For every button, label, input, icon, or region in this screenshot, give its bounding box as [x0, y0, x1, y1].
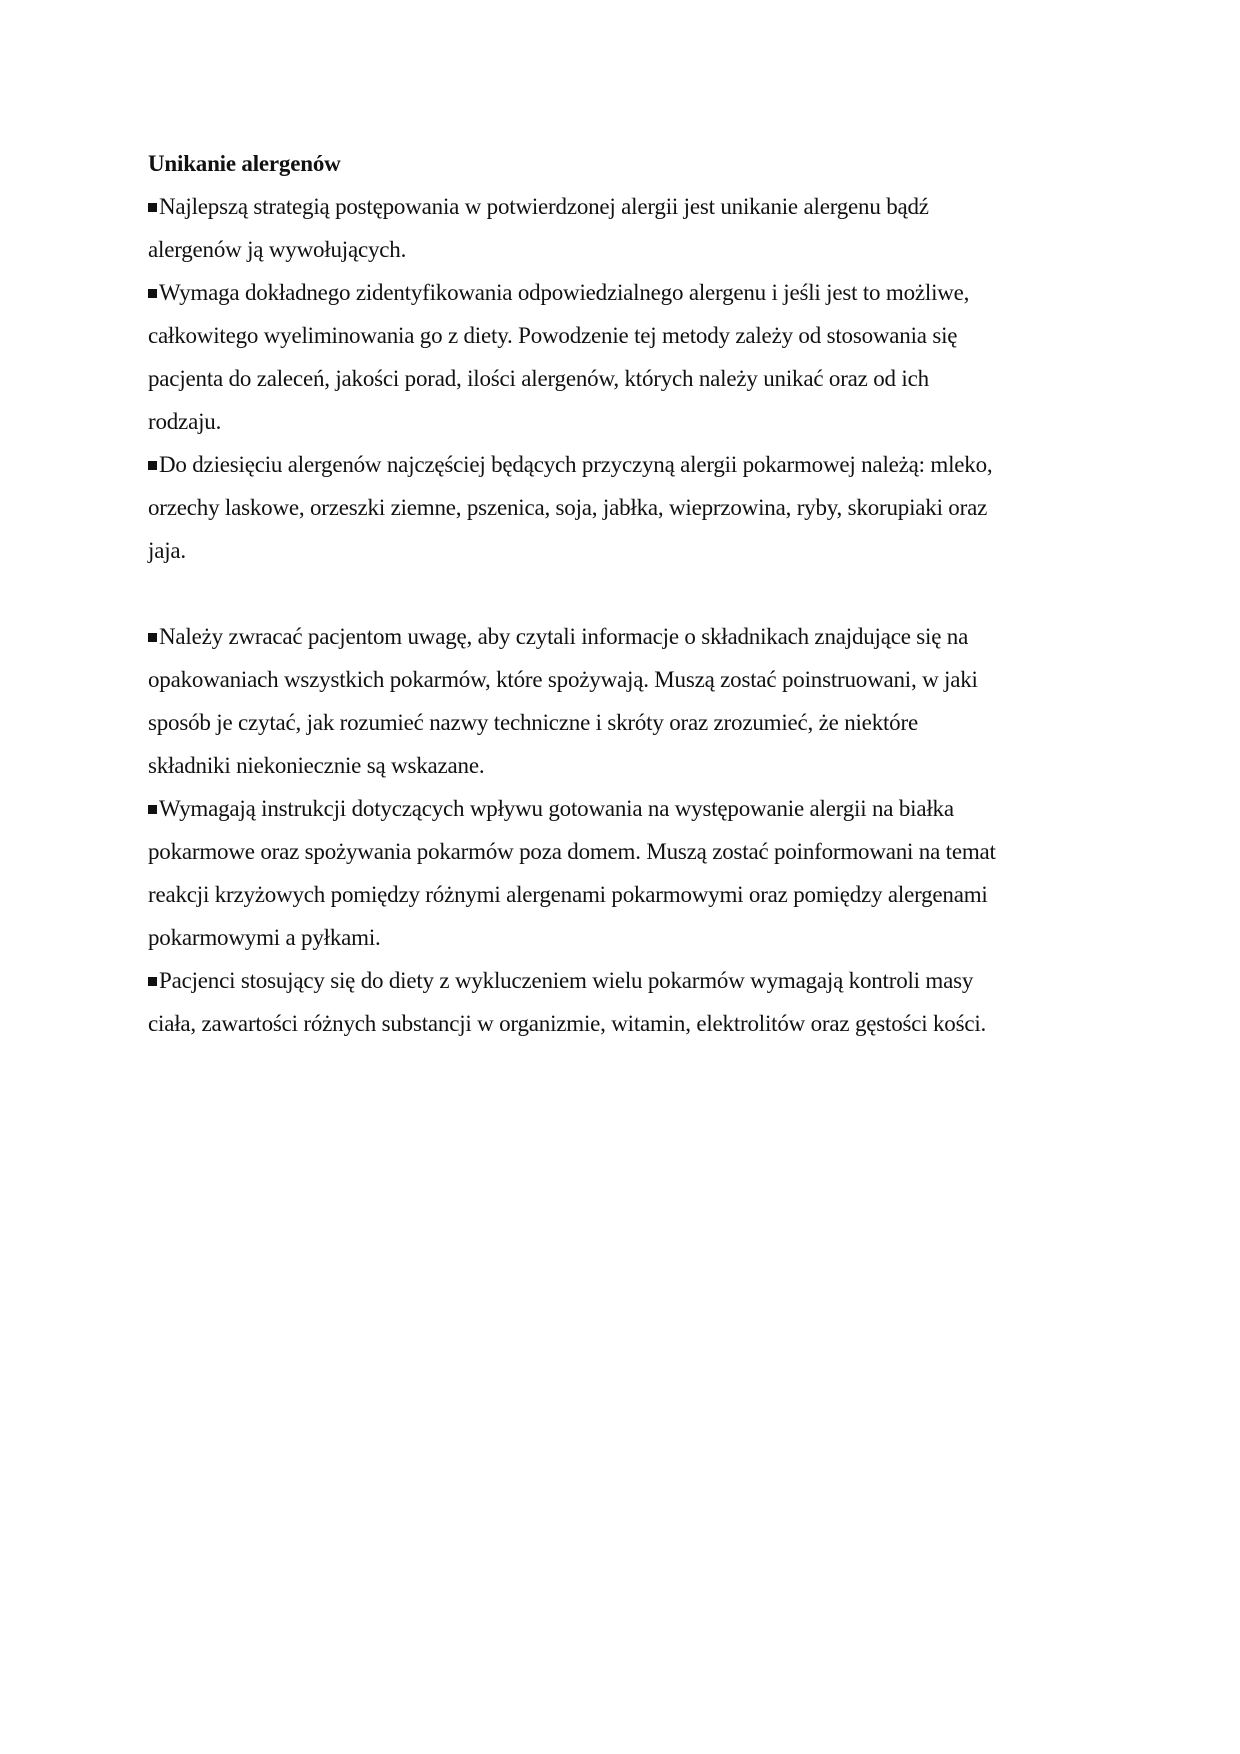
- paragraph-line: Należy zwracać pacjentom uwagę, aby czytali informacje o składnikach znajdujące się na: [148, 615, 1098, 658]
- document-title: Unikanie alergenów: [148, 151, 341, 176]
- paragraph-line: Pacjenci stosujący się do diety z wykluczeniem wielu pokarmów wymagają kontroli masy: [148, 959, 1098, 1002]
- paragraph-line: opakowaniach wszystkich pokarmów, które spożywają. Muszą zostać poinstruowani, w jaki: [148, 667, 978, 692]
- bullet-icon: [148, 461, 157, 470]
- paragraph-line: Wymagają instrukcji dotyczących wpływu gotowania na występowanie alergii na białka: [148, 787, 1098, 830]
- bullet-icon: [148, 805, 157, 814]
- paragraph-line: jaja.: [148, 538, 186, 563]
- paragraph-line: Wymaga dokładnego zidentyfikowania odpowiedzialnego alergenu i jeśli jest to możliwe,: [148, 271, 1098, 314]
- bullet-icon: [148, 633, 157, 642]
- paragraph-5: [148, 787, 1098, 959]
- paragraph-line: pokarmowymi a pyłkami.: [148, 925, 381, 950]
- paragraph-line: Najlepszą strategią postępowania w potwierdzonej alergii jest unikanie alergenu bądź: [148, 185, 1098, 228]
- paragraph-line: składniki niekoniecznie są wskazane.: [148, 753, 485, 778]
- paragraph-line: ciała, zawartości różnych substancji w organizmie, witamin, elektrolitów oraz gęstości kości.: [148, 1011, 987, 1036]
- paragraph-6: [148, 959, 1098, 1045]
- paragraph-line: orzechy laskowe, orzeszki ziemne, pszenica, soja, jabłka, wieprzowina, ryby, skorupiaki oraz: [148, 495, 988, 520]
- paragraph-line: rodzaju.: [148, 409, 222, 434]
- paragraph-line: reakcji krzyżowych pomiędzy różnymi alergenami pokarmowymi oraz pomiędzy alergenami: [148, 882, 988, 907]
- paragraph-1: [148, 185, 1098, 271]
- paragraph-2: [148, 271, 1098, 443]
- paragraph-line: Do dziesięciu alergenów najczęściej będących przyczyną alergii pokarmowej należą: mleko,: [148, 443, 1098, 486]
- bullet-icon: [148, 289, 157, 298]
- paragraph-4: [148, 615, 1098, 787]
- paragraph-3: [148, 443, 1098, 572]
- document-page: [148, 142, 1098, 1045]
- paragraph-line: pacjenta do zaleceń, jakości porad, ilości alergenów, których należy unikać oraz od ich: [148, 366, 929, 391]
- paragraph-line: alergenów ją wywołujących.: [148, 237, 407, 262]
- bullet-icon: [148, 977, 157, 986]
- paragraph-line: całkowitego wyeliminowania go z diety. Powodzenie tej metody zależy od stosowania się: [148, 323, 958, 348]
- bullet-icon: [148, 203, 157, 212]
- paragraph-line: pokarmowe oraz spożywania pokarmów poza domem. Muszą zostać poinformowani na temat: [148, 839, 996, 864]
- paragraph-line: sposób je czytać, jak rozumieć nazwy techniczne i skróty oraz zrozumieć, że niektóre: [148, 710, 918, 735]
